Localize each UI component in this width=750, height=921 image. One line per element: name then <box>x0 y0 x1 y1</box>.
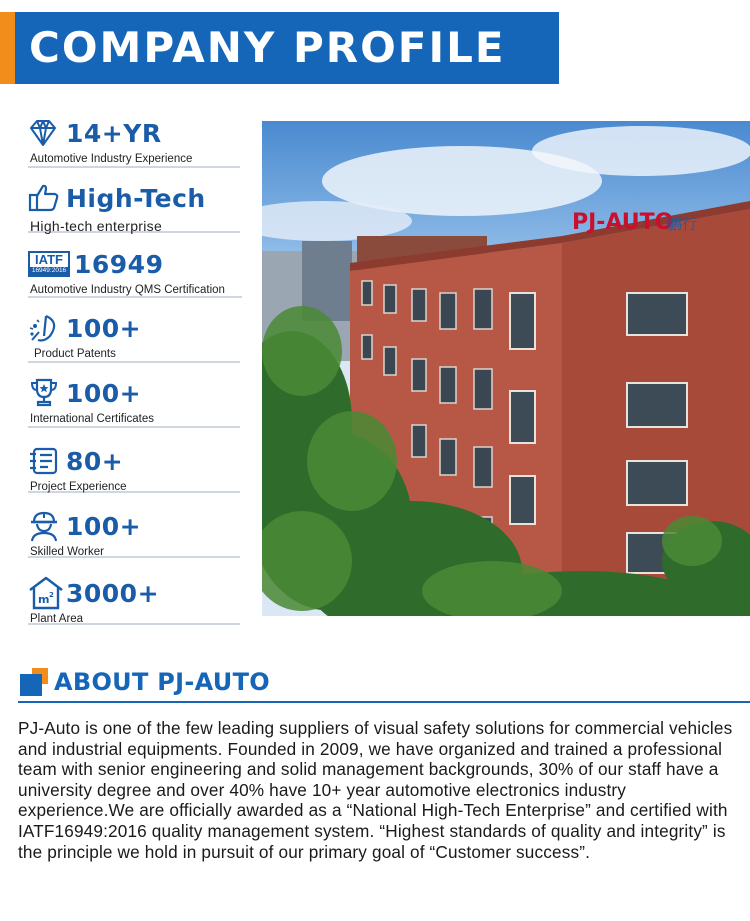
stat-patents <box>28 310 240 363</box>
header-accent-bar <box>0 12 15 84</box>
stat-label: Product Patents <box>34 348 116 360</box>
building-sign-suffix: 鹏行 <box>667 215 698 233</box>
stat-value: 80+ <box>66 446 124 476</box>
thumbs-up-icon <box>28 182 66 214</box>
diamond-icon <box>28 117 66 149</box>
stat-value: 100+ <box>66 511 142 541</box>
stat-plant-area <box>28 575 240 625</box>
stat-label: International Certificates <box>30 413 155 425</box>
company-building-photo <box>262 121 750 616</box>
stat-value: 16949 <box>74 249 164 279</box>
badge-top-text: IATF <box>35 252 63 267</box>
iatf-badge-icon <box>28 251 70 277</box>
svg-text:2: 2 <box>49 591 54 599</box>
stat-label: High-tech enterprise <box>30 218 163 234</box>
stat-certificates <box>28 375 240 428</box>
stat-label: Skilled Worker <box>30 546 104 558</box>
trophy-icon <box>28 377 66 409</box>
stat-label: Automotive Industry QMS Certification <box>30 284 225 296</box>
stat-label: Plant Area <box>30 613 84 625</box>
stat-iatf <box>28 246 242 298</box>
stat-value: 14+YR <box>66 118 162 148</box>
about-paragraph: PJ-Auto is one of the few leading suppliers of visual safety solutions for commercial vehicles and industrial equipments. Founded in 2009, we have organized and trained a professional team with senior engineering and solid management backgrounds, 30% of our staff have a university degree and over 40% have 10+ year automotive electronics industry experience.We are officially awarded as a “National High-Tech Enterprise” and certified with IATF16949:2016 quality management system. “Highest standards of quality and integrity” is the principle we hold in pursuit of our primary goal of “Customer success”. <box>18 718 733 862</box>
page-title: COMPANY PROFILE <box>15 12 559 84</box>
patent-icon <box>28 312 66 344</box>
house-area-icon <box>28 577 66 609</box>
list-icon <box>28 445 66 477</box>
stat-label: Automotive Industry Experience <box>30 153 193 165</box>
stat-experience <box>28 115 240 168</box>
stat-value: 100+ <box>66 313 142 343</box>
stat-value: 100+ <box>66 378 142 408</box>
stat-high-tech <box>28 180 240 233</box>
worker-icon <box>28 510 66 542</box>
about-section-icon <box>20 668 48 696</box>
stat-projects <box>28 443 240 493</box>
stat-workers <box>28 508 240 558</box>
stat-label: Project Experience <box>30 481 127 493</box>
about-divider <box>18 701 750 703</box>
stat-value: 3000+ <box>66 578 160 608</box>
building-sign: PJ-AUTO <box>572 210 674 235</box>
svg-text:m: m <box>38 593 50 606</box>
about-title: ABOUT PJ-AUTO <box>54 668 270 696</box>
badge-bottom-text: 16949:2016 <box>31 267 67 274</box>
stat-value: High-Tech <box>66 183 206 213</box>
